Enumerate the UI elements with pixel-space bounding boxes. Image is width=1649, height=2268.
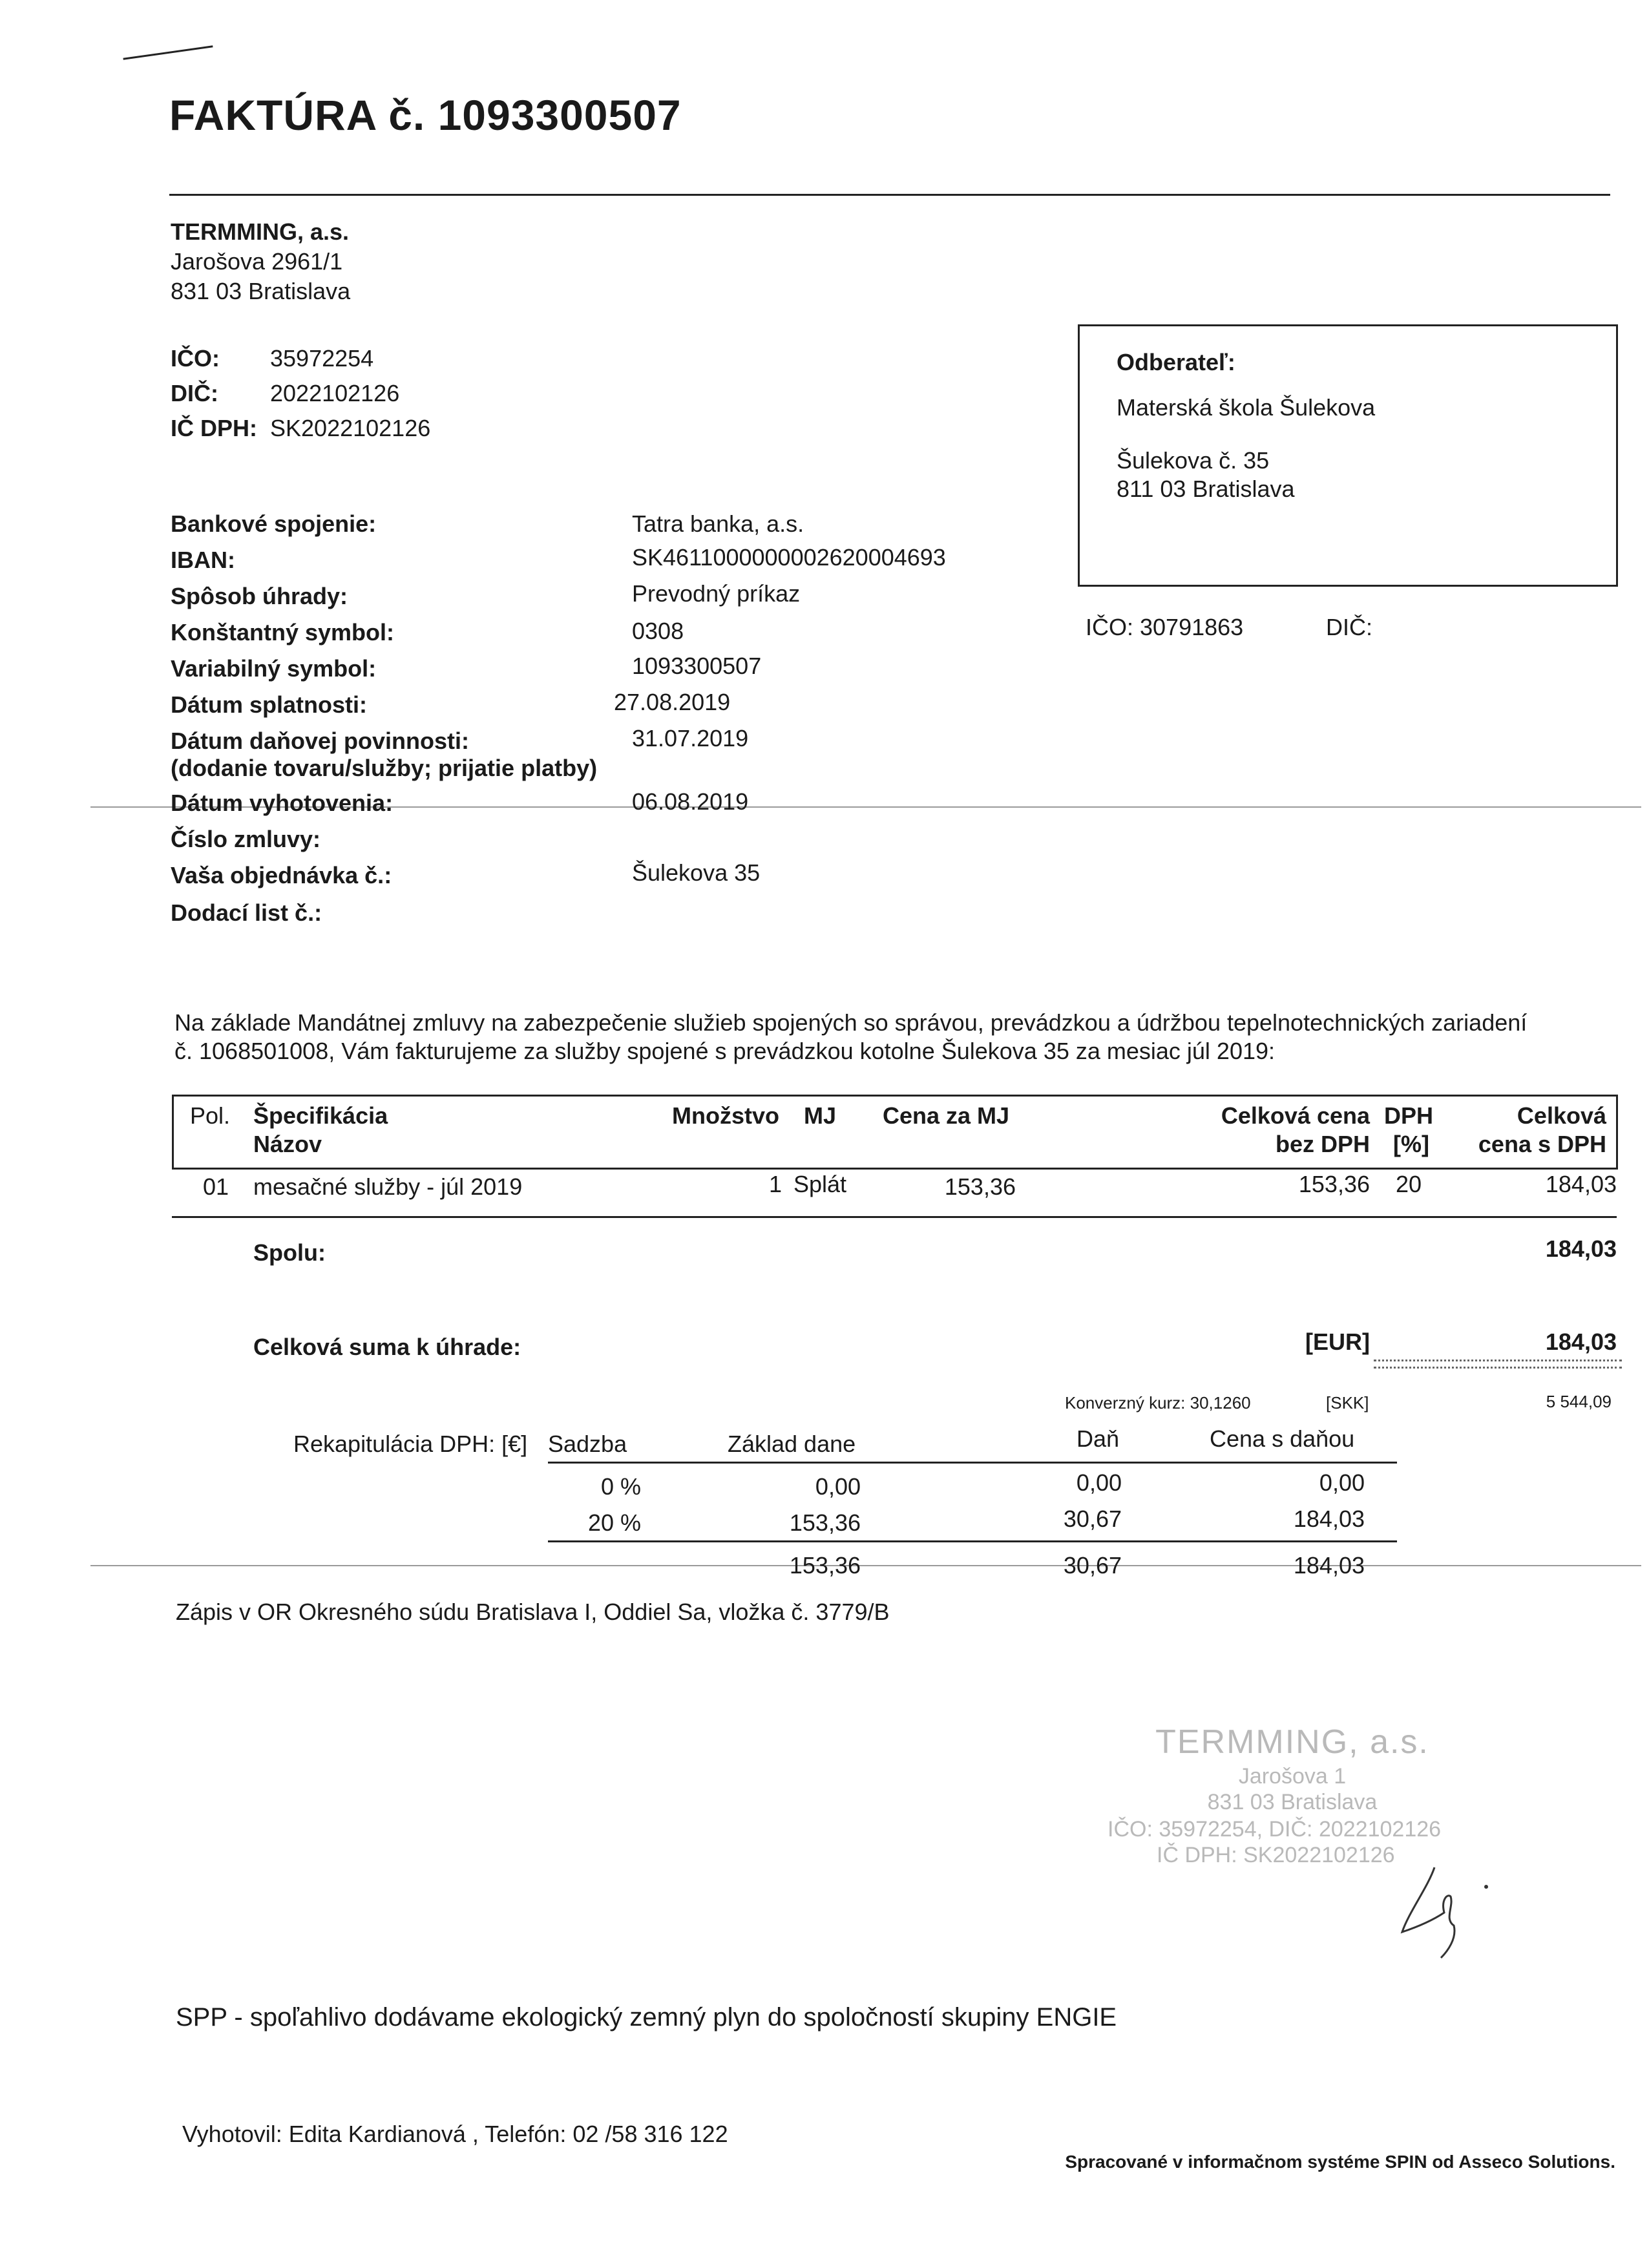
- detail-label: Číslo zmluvy:: [171, 826, 321, 852]
- col-qty: Množstvo: [672, 1102, 779, 1129]
- customer-street: Šulekova č. 35: [1117, 447, 1270, 474]
- stamp-name: TERMMING, a.s.: [1155, 1723, 1429, 1761]
- col-mj: MJ: [804, 1102, 837, 1129]
- vat-total: 0,00: [1319, 1469, 1365, 1496]
- customer-city: 811 03 Bratislava: [1117, 476, 1295, 502]
- vat-recap-total-rule: [548, 1540, 1397, 1542]
- detail-label: Variabilný symbol:: [171, 655, 377, 682]
- customer-name: Materská škola Šulekova: [1117, 394, 1376, 421]
- vat-recap-tax-header: Daň: [1077, 1425, 1120, 1452]
- row-unit-price: 153,36: [944, 1173, 1016, 1200]
- detail-value: 06.08.2019: [632, 788, 749, 815]
- row-name: mesačné služby - júl 2019: [253, 1173, 523, 1200]
- detail-label: Konštantný symbol:: [171, 619, 395, 646]
- col-total-incl: Celková: [1517, 1102, 1606, 1129]
- system-note: Spracované v informačnom systéme SPIN od Asseco Solutions.: [1065, 2152, 1615, 2172]
- title-divider: [169, 194, 1610, 196]
- detail-label: Dodací list č.:: [171, 899, 322, 926]
- row-total-incl: 184,03: [1545, 1171, 1617, 1197]
- detail-value: Šulekova 35: [632, 859, 761, 886]
- supplier-icdph: SK2022102126: [270, 415, 431, 441]
- customer-ico: IČO: 30791863: [1086, 614, 1244, 640]
- stamp-icdph: IČ DPH: SK2022102126: [1157, 1843, 1395, 1867]
- vat-recap-rate-header: Sadzba: [548, 1431, 627, 1457]
- vat-recap-title: Rekapitulácia DPH: [€]: [293, 1431, 528, 1457]
- vat-rate: 20 %: [587, 1509, 641, 1536]
- prepared-by: Vyhotovil: Edita Kardianová , Telefón: 02 /58 316 122: [182, 2121, 728, 2147]
- detail-label: Bankové spojenie:: [171, 510, 377, 537]
- row-total-excl: 153,36: [1298, 1171, 1370, 1197]
- scan-line: [90, 1565, 1641, 1566]
- total-due-currency: [EUR]: [1305, 1328, 1370, 1355]
- supplier-icdph-label: IČ DPH:: [171, 415, 257, 441]
- detail-label: Vaša objednávka č.:: [171, 862, 392, 888]
- vat-recap-base-header: Základ dane: [728, 1431, 856, 1457]
- detail-value: SK4611000000002620004693: [632, 544, 946, 571]
- detail-value: 0308: [632, 618, 684, 644]
- detail-value: 27.08.2019: [614, 689, 731, 715]
- sum-value: 184,03: [1545, 1235, 1617, 1262]
- vat-total-total: 184,03: [1293, 1552, 1365, 1579]
- vat-rate: 0 %: [600, 1473, 641, 1500]
- intro-line-2: č. 1068501008, Vám fakturujeme za služby spojené s prevádzkou kotolne Šulekova 35 za mesiac júl 2019:: [174, 1038, 1276, 1064]
- scan-mark: [123, 45, 213, 59]
- conversion-rate: Konverzný kurz: 30,1260: [1065, 1393, 1251, 1412]
- col-total-excl-2: bez DPH: [1275, 1131, 1370, 1157]
- conversion-currency: [SKK]: [1326, 1393, 1369, 1412]
- invoice-title: FAKTÚRA č. 1093300507: [169, 91, 682, 139]
- vat-tax: 0,00: [1076, 1469, 1122, 1496]
- registry-note: Zápis v OR Okresného súdu Bratislava I, Oddiel Sa, vložka č. 3779/B: [176, 1599, 890, 1625]
- detail-label: Spôsob úhrady:: [171, 583, 348, 609]
- col-unit-price: Cena za MJ: [883, 1102, 1010, 1129]
- col-total-excl: Celková cena: [1221, 1102, 1370, 1129]
- row-qty: 1: [768, 1171, 782, 1197]
- conversion-value: 5 544,09: [1546, 1392, 1612, 1411]
- detail-label: Dátum daňovej povinnosti:: [171, 728, 470, 754]
- supplier-dic: 2022102126: [270, 380, 400, 406]
- vat-tax-total: 30,67: [1063, 1552, 1122, 1579]
- sum-label: Spolu:: [253, 1239, 326, 1266]
- supplier-ico-label: IČO:: [171, 345, 220, 372]
- col-pol: Pol.: [190, 1102, 231, 1129]
- detail-value: 1093300507: [632, 653, 762, 679]
- vat-base: 153,36: [789, 1509, 861, 1536]
- slogan: SPP - spoľahlivo dodávame ekologický zemný plyn do spoločností skupiny ENGIE: [176, 2003, 1117, 2032]
- supplier-street: Jarošova 2961/1: [171, 248, 343, 275]
- intro-line-1: Na základe Mandátnej zmluvy na zabezpečenie služieb spojených so správou, prevádzkou a údržbou tepelnotechnických zariadení: [174, 1009, 1528, 1036]
- col-total-incl-2: cena s DPH: [1478, 1131, 1606, 1157]
- supplier-dic-label: DIČ:: [171, 380, 218, 406]
- detail-label: Dátum vyhotovenia:: [171, 790, 394, 816]
- detail-value: Tatra banka, a.s.: [632, 510, 804, 537]
- vat-total: 184,03: [1293, 1506, 1365, 1532]
- row-mj: Splát: [793, 1171, 847, 1197]
- vat-base: 0,00: [815, 1473, 861, 1500]
- stamp-city: 831 03 Bratislava: [1207, 1790, 1378, 1814]
- col-spec: Špecifikácia: [253, 1102, 388, 1129]
- total-due-label: Celková suma k úhrade:: [253, 1334, 521, 1360]
- total-due-underline: [1374, 1360, 1622, 1369]
- row-vat: 20: [1396, 1171, 1422, 1197]
- col-vat: DPH: [1384, 1102, 1434, 1129]
- total-due-value: 184,03: [1545, 1328, 1617, 1355]
- col-nazov: Názov: [253, 1131, 322, 1157]
- customer-heading: Odberateľ:: [1117, 349, 1235, 375]
- detail-value: Prevodný príkaz: [632, 580, 801, 607]
- vat-base-total: 153,36: [789, 1552, 861, 1579]
- signature: [1383, 1861, 1499, 1964]
- table-bottom-rule: [172, 1216, 1617, 1218]
- vat-recap-total-header: Cena s daňou: [1210, 1425, 1355, 1452]
- detail-label: (dodanie tovaru/služby; prijatie platby): [171, 755, 598, 781]
- row-pol: 01: [203, 1173, 229, 1200]
- detail-label: Dátum splatnosti:: [171, 691, 368, 718]
- col-vat-2: [%]: [1393, 1131, 1429, 1157]
- customer-dic: DIČ:: [1326, 614, 1372, 640]
- stamp-street: Jarošova 1: [1238, 1764, 1347, 1789]
- detail-label: IBAN:: [171, 547, 235, 573]
- vat-recap-header-rule: [548, 1462, 1397, 1464]
- supplier-city: 831 03 Bratislava: [171, 278, 351, 304]
- detail-value: 31.07.2019: [632, 725, 749, 751]
- vat-tax: 30,67: [1063, 1506, 1122, 1532]
- stamp-ids: IČO: 35972254, DIČ: 2022102126: [1108, 1817, 1442, 1842]
- supplier-ico: 35972254: [270, 345, 374, 372]
- supplier-name: TERMMING, a.s.: [171, 218, 350, 245]
